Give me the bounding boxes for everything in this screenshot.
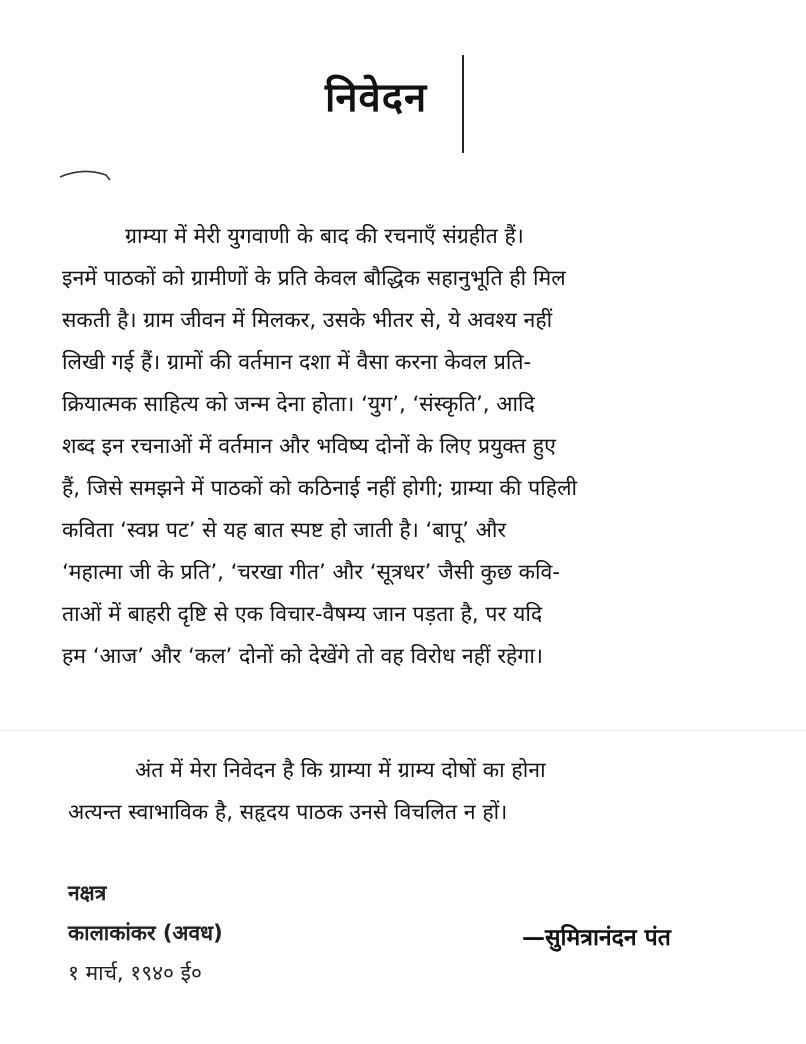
signoff-place-line-2: कालाकांकर (अवध) <box>68 921 223 945</box>
paragraph-1-line-10: ताओं में बाहरी दृष्टि से एक विचार-वैषम्य जान पड़ता है, पर यदि <box>62 602 543 627</box>
pen-stroke-mark <box>58 165 118 185</box>
author-signature: —सुमित्रानंदन पंत <box>522 925 671 951</box>
page-title: निवेदन <box>325 75 428 121</box>
paragraph-2-line-2: अत्यन्त स्वाभाविक है, सहृदय पाठक उनसे विचलित न हों। <box>68 800 508 825</box>
paragraph-1-line-3: सकती है। ग्राम जीवन में मिलकर, उसके भीतर से, ये अवश्य नहीं <box>62 308 553 333</box>
paragraph-1-line-1: ग्राम्या में मेरी युगवाणी के बाद की रचनाएँ संग्रहीत हैं। <box>125 224 524 249</box>
paragraph-1-line-5: क्रियात्मक साहित्य को जन्म देना होता। ‘युग’, ‘संस्कृति’, आदि <box>62 392 535 417</box>
signoff-place-line-1: नक्षत्र <box>68 881 107 905</box>
paragraph-1-line-6: शब्द इन रचनाओं में वर्तमान और भविष्य दोनों के लिए प्रयुक्त हुए <box>62 434 556 459</box>
signoff-place-date <box>68 873 223 993</box>
paragraph-1-line-9: ‘महात्मा जी के प्रति’, ‘चरखा गीत’ और ‘सूत्रधर’ जैसी कुछ कवि- <box>62 560 561 585</box>
title-vertical-rule <box>462 55 464 153</box>
paragraph-1-line-7: हैं, जिसे समझने में पाठकों को कठिनाई नहीं होगी; ग्राम्या की पहिली <box>62 476 578 501</box>
scan-fold-line <box>0 730 806 731</box>
paragraph-1-line-8: कविता ‘स्वप्न पट’ से यह बात स्पष्ट हो जाती है। ‘बापू’ और <box>62 518 507 543</box>
paragraph-1-line-4: लिखी गई हैं। ग्रामों की वर्तमान दशा में वैसा करना केवल प्रति- <box>62 350 532 375</box>
paragraph-2-line-1: अंत में मेरा निवेदन है कि ग्राम्या में ग्राम्य दोषों का होना <box>135 758 546 783</box>
signoff-date: १ मार्च, १९४० ई० <box>68 961 202 985</box>
paragraph-1-line-11: हम ‘आज’ और ‘कल’ दोनों को देखेंगे तो वह विरोध नहीं रहेगा। <box>62 644 543 669</box>
paragraph-1-line-2: इनमें पाठकों को ग्रामीणों के प्रति केवल बौद्धिक सहानुभूति ही मिल <box>62 266 566 291</box>
